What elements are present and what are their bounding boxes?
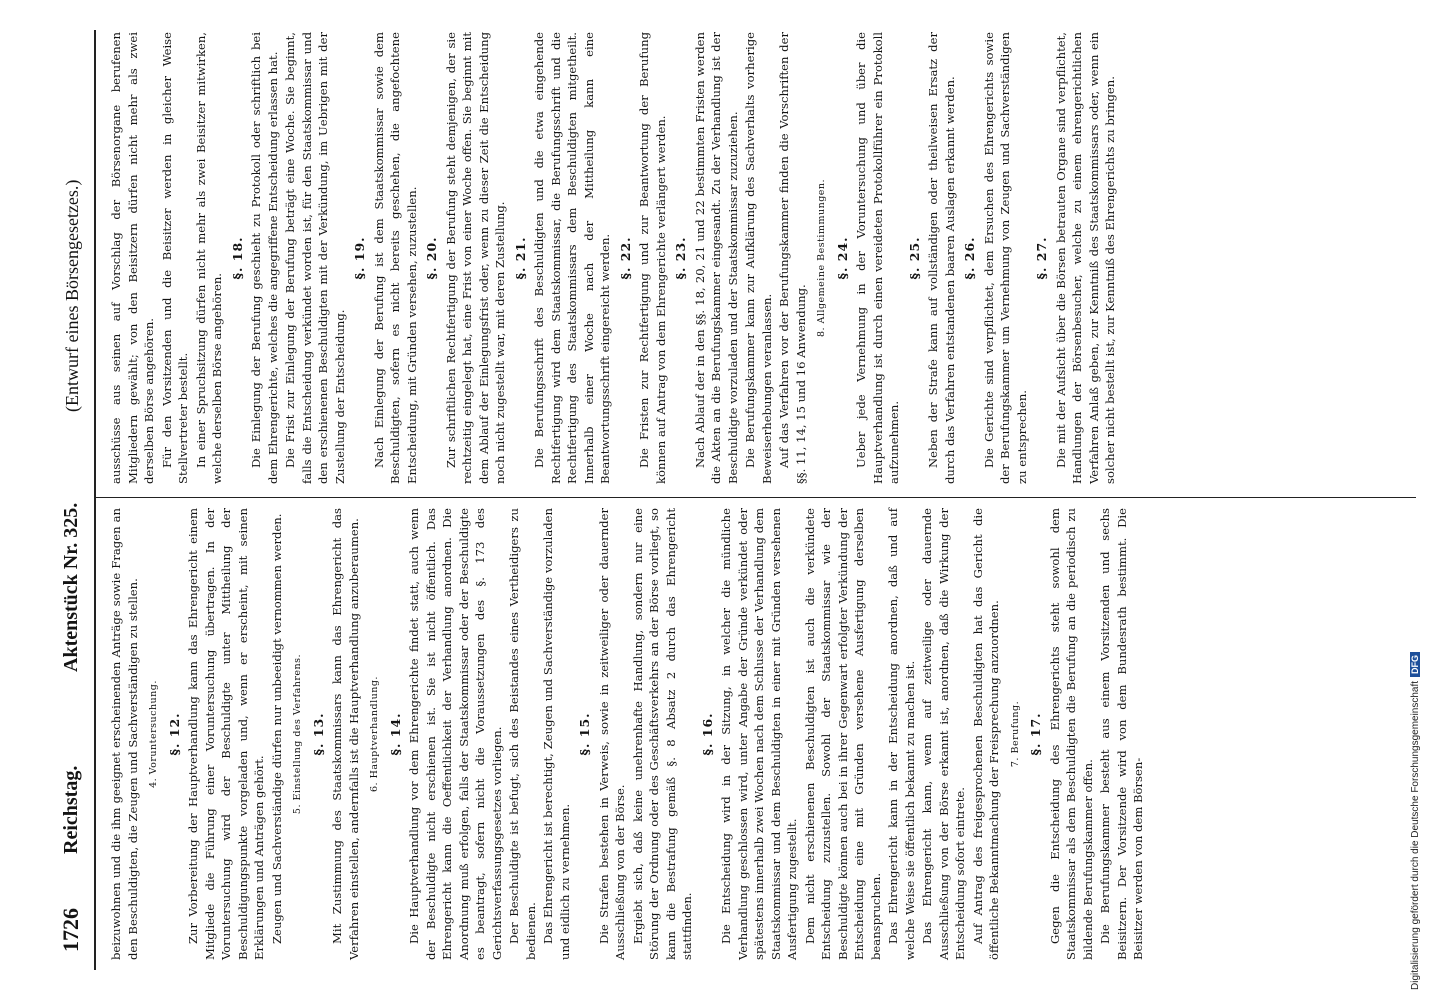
paragraph: Auf Antrag des freigesprochenen Beschuldigten hat das Gericht die öffentliche Bekanntmachung der Freisprechung anzuordnen. xyxy=(970,508,1001,960)
right-column xyxy=(108,32,1120,484)
section-heading: 4. Voruntersuchung. xyxy=(148,680,159,788)
paragraph-number: §. 24. xyxy=(834,236,850,280)
paragraph: Dem nicht erschienenen Beschuldigten ist auch die verkündete Entscheidung zuzustellen. Sowohl der Staatskommissar wie der Beschuldigte können auch bei in ihrer Gegenwart erfolgter Verkündung der Entscheidung eine mit Gründen versehene Ausfertigung derselben beanspruchen. xyxy=(802,508,883,960)
paragraph: Zur schriftlichen Rechtfertigung der Berufung steht demjenigen, der sie rechtzeitig eingelegt hat, eine Frist von einer Woche offen. Sie beginnt mit dem Ablauf der Einlegungsfrist oder, wenn zu dieser Zeit die Entscheidung noch nicht zugestellt war, mit deren Zustellung. xyxy=(443,32,507,484)
paragraph: Das Ehrengericht kann in der Entscheidung anordnen, daß und auf welche Weise sie öffentlich bekannt zu machen ist. xyxy=(886,508,917,960)
paragraph: Nach Ablauf der in den §§. 18, 20, 21 und 22 bestimmten Fristen werden die Akten an die Berufungskammer eingesandt. Zu der Verhandlung ist der Beschuldigte vorzuladen und der Staatskommissar zuzuziehen. xyxy=(692,32,740,484)
header-title: (Entwurf eines Börsengesetzes.) xyxy=(62,179,82,412)
paragraph: Das Ehrengericht ist berechtigt, Zeugen und Sachverständige vorzuladen und eidlich zu vernehmen. xyxy=(541,508,572,960)
credit-text xyxy=(1410,10,1430,990)
paragraph-number: §. 13. xyxy=(310,712,326,756)
paragraph: Ergiebt sich, daß keine unehrenhafte Handlung, sondern nur eine Störung der Ordnung oder des Geschäftsverkehrs an der Börse vorliegt, so kann die Bestrafung gemäß §. 8 Absatz 2 durch das Ehrengericht stattfinden. xyxy=(630,508,694,960)
header-document-number: Aktenstück Nr. 325. xyxy=(60,502,82,672)
paragraph: In einer Spruchsitzung dürfen nicht mehr als zwei Beisitzer mitwirken, welche derselben Börse angehören. xyxy=(193,32,224,484)
left-column xyxy=(108,508,1148,960)
paragraph: Die Fristen zur Rechtfertigung und zur Beantwortung der Berufung können auf Antrag von dem Ehrengerichte verlängert werden. xyxy=(637,32,668,484)
paragraph: Die Strafen bestehen in Verweis, sowie in zeitweiliger oder dauernder Ausschließung von der Börse. xyxy=(596,508,627,960)
header-rule xyxy=(94,30,96,970)
paragraph-number: §. 20. xyxy=(424,236,439,280)
paragraph: Gegen die Entscheidung des Ehrengerichts steht sowohl dem Staatskommissar als dem Beschuldigten die Berufung an die periodisch zu bildende Berufungskammer offen. xyxy=(1047,508,1095,960)
section-heading: 8. Allgemeine Bestimmungen. xyxy=(816,178,827,338)
paragraph-number: §. 14. xyxy=(387,712,403,756)
paragraph-number: §. 12. xyxy=(166,712,182,756)
paragraph: Der Beschuldigte ist befugt, sich des Beistandes eines Vertheidigers zu bedienen. xyxy=(507,508,538,960)
paragraph: Die Hauptverhandlung vor dem Ehrengerichte findet statt, auch wenn der Beschuldigte nicht erschienen ist. Sie ist nicht öffentlich. Das Ehrengericht kann die Oeffentlichkeit der Verhandlung anordnen. Die Anordnung muß erfolgen, falls der Staatskommissar oder der Beschuldigte es beantragt, sofern nicht die Voraussetzungen des §. 173 des Gerichtsverfassungsgesetzes vorliegen. xyxy=(407,508,504,960)
paragraph: Die Frist zur Einlegung der Berufung beträgt eine Woche. Sie beginnt, falls die Entscheidung verkündet worden ist, für den Staatskommissar und den erschienenen Beschuldigten mit der Verkündung, im Uebrigen mit der Zustellung der Entscheidung. xyxy=(283,32,347,484)
paragraph-number: §. 18. xyxy=(229,236,245,280)
paragraph: Die Berufungskammer besteht aus einem Vorsitzenden und sechs Beisitzern. Der Vorsitzende wird von dem Bundesrath bestimmt. Die Beisitzer werden von dem Börsen- xyxy=(1098,508,1145,960)
paragraph: Zeugen und Sachverständige dürfen nur unbeeidigt vernommen werden. xyxy=(269,513,284,944)
paragraph: Auf das Verfahren vor der Berufungskammer finden die Vorschriften der §§. 11, 14, 15 und 16 Anwendung. xyxy=(777,32,808,484)
paragraph: Ueber jede Vernehmung in der Voruntersuchung und über die Hauptverhandlung ist durch einen vereideten Protokollführer ein Protokoll aufzunehmen. xyxy=(854,32,901,484)
paragraph: Die Einlegung der Berufung geschieht zu Protokoll oder schriftlich bei dem Ehrengerichte, welches die angegriffene Entscheidung erlassen hat. xyxy=(249,32,280,484)
column-divider xyxy=(96,497,1416,498)
paragraph: ausschüsse aus seinen auf Vorschlag der Börsenorgane berufenen Mitgliedern gewählt; von den Beisitzern dürfen nicht mehr als zwei derselben Börse angehören. xyxy=(109,32,156,484)
paragraph-number: §. 23. xyxy=(673,236,688,280)
paragraph-number: §. 15. xyxy=(577,712,592,756)
paragraph: Mit Zustimmung des Staatskommissars kann das Ehrengericht das Verfahren einstellen, andernfalls ist die Hauptverhandlung anzuberaumen. xyxy=(330,508,361,960)
paragraph-number: §. 22. xyxy=(617,236,633,280)
paragraph-number: §. 26. xyxy=(962,236,977,280)
paragraph: Die Gerichte sind verpflichtet, dem Ersuchen des Ehrengerichts sowie der Berufungskammer um Vernehmung von Zeugen und Sachverständigen zu entsprechen. xyxy=(981,32,1029,484)
dfg-logo: DFG xyxy=(1410,652,1420,677)
paragraph: Das Ehrengericht kann, wenn auf zeitweilige oder dauernde Ausschließung von der Börse erkannt ist, anordnen, daß die Wirkung der Entscheidung sofort eintrete. xyxy=(920,508,967,960)
paragraph: Die Berufungskammer kann zur Aufklärung des Sachverhalts vorherige Beweiserhebungen veranlassen. xyxy=(743,32,774,484)
paragraph-number: §. 16. xyxy=(699,712,715,756)
section-heading: 6. Hauptverhandlung. xyxy=(369,676,380,792)
paragraph-number: §. 19. xyxy=(352,236,367,280)
paragraph: Die Berufungsschrift des Beschuldigten und die etwa eingehende Rechtfertigung wird dem Staatskommissar, die Berufungsschrift und die Rechtfertigung des Staatskommissars dem Beschuldigten mitgetheilt. Innerhalb einer Woche nach der Mittheilung kann eine Beantwortungsschrift eingereicht werden. xyxy=(532,32,612,484)
header-reichstag: Reichstag. xyxy=(60,765,82,854)
paragraph: Zur Vorbereitung der Hauptverhandlung kann das Ehrengericht einem Mitgliede die Führung einer Voruntersuchung übertragen. In der Voruntersuchung wird der Beschuldigte unter Mittheilung der Beschuldigungspunkte vorgeladen und, wenn er erscheint, mit seinen Erklärungen und Anträgen gehört. xyxy=(186,508,266,960)
page-number: 1726 xyxy=(58,908,83,952)
section-heading: 5. Einstellung des Verfahrens. xyxy=(292,653,303,815)
paragraph-number: §. 17. xyxy=(1028,712,1043,756)
paragraph-number: §. 25. xyxy=(906,236,922,280)
paragraph: Die Entscheidung wird in der Sitzung, in welcher die mündliche Verhandlung geschlossen wird, unter Angabe der Gründe verkündet oder spätestens innerhalb zwei Wochen nach dem Schlusse der Verhandlung dem Staatskommissar und dem Beschuldigten in einer mit Gründen versehenen Ausfertigung zugestellt. xyxy=(719,508,799,960)
paragraph: Nach Einlegung der Berufung ist dem Staatskommissar sowie dem Beschuldigten, sofern es nicht bereits geschehen, die angefochtene Entscheidung, mit Gründen versehen, zuzustellen. xyxy=(371,32,419,484)
digitization-credit xyxy=(1408,10,1432,990)
credit-label: Digitalisierung gefördert durch die Deutsche Forschungsgemeinschaft xyxy=(1410,680,1421,990)
page-header xyxy=(56,32,92,972)
paragraph: Neben der Strafe kann auf vollständigen oder theilweisen Ersatz der durch das Verfahren entstandenen baaren Auslagen erkannt werden. xyxy=(926,32,957,484)
section-heading: 7. Berufung. xyxy=(1009,700,1021,768)
paragraph-number: §. 27. xyxy=(1034,236,1049,280)
paragraph-number: §. 21. xyxy=(512,236,528,280)
paragraph: beizuwohnen und die ihm geeignet erscheinenden Anträge sowie Fragen an den Beschuldigten, die Zeugen und Sachverständigen zu stellen. xyxy=(109,508,140,960)
paragraph: Für den Vorsitzenden und die Beisitzer werden in gleicher Weise Stellvertreter bestellt. xyxy=(159,32,190,484)
paragraph: Die mit der Aufsicht über die Börsen betrauten Organe sind verpflichtet, Handlungen der Börsenbesucher, welche zu einem ehrengerichtlichen Verfahren Anlaß geben, zur Kenntniß des Staatskommissars oder, wenn ein solcher nicht bestellt ist, zur Kenntniß des Ehrengerichts zu bringen. xyxy=(1053,32,1117,484)
